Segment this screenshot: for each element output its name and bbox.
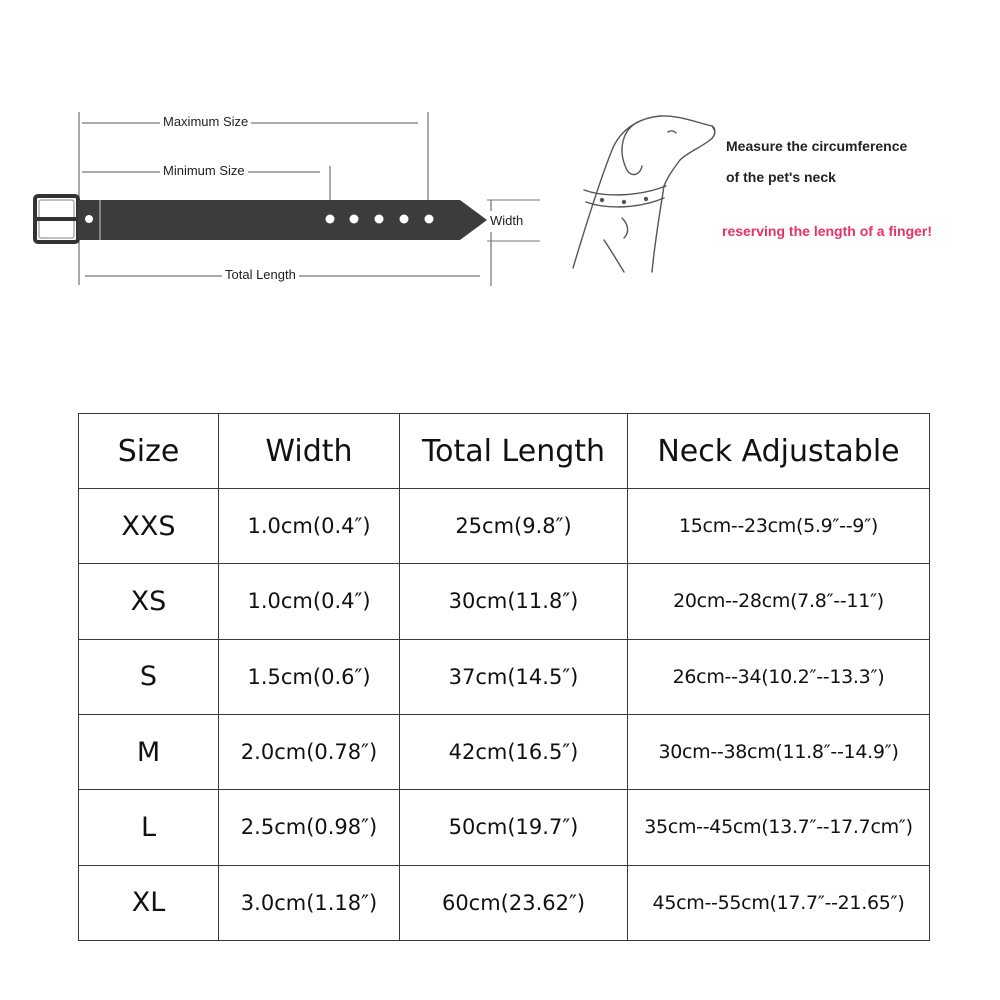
width-cell: 3.0cm(1.18″)	[219, 865, 400, 940]
table-row	[79, 714, 930, 789]
table-row	[79, 639, 930, 714]
table-header-row	[79, 414, 930, 489]
dog-leg	[604, 240, 624, 272]
dog-ear	[622, 122, 642, 175]
neck-cell: 45cm--55cm(17.7″--21.65″)	[628, 865, 930, 940]
total-length-cell: 25cm(9.8″)	[400, 489, 628, 564]
collar-diagram	[0, 0, 1000, 330]
size-cell: L	[79, 790, 219, 865]
size-table	[78, 413, 930, 941]
collar-band-top	[584, 186, 666, 195]
adjustment-hole	[425, 215, 434, 224]
table-row	[79, 865, 930, 940]
dog-eye	[668, 131, 676, 133]
total-length-cell: 30cm(11.8″)	[400, 564, 628, 639]
total-length-label: Total Length	[222, 267, 299, 282]
width-cell: 1.0cm(0.4″)	[219, 489, 400, 564]
size-cell: XXS	[79, 489, 219, 564]
total-length-cell: 37cm(14.5″)	[400, 639, 628, 714]
dog-illustration	[573, 116, 715, 272]
header-total-length: Total Length	[400, 414, 628, 489]
collar-stud	[622, 200, 626, 204]
width-label: Width	[490, 213, 524, 228]
width-cell: 2.5cm(0.98″)	[219, 790, 400, 865]
neck-cell: 26cm--34(10.2″--13.3″)	[628, 639, 930, 714]
size-cell: M	[79, 714, 219, 789]
total-length-cell: 42cm(16.5″)	[400, 714, 628, 789]
instruction-line-2: of the pet's neck	[726, 169, 836, 185]
adjustment-hole	[326, 215, 335, 224]
size-cell: XS	[79, 564, 219, 639]
table-row	[79, 564, 930, 639]
collar-stud	[644, 197, 648, 201]
header-size: Size	[79, 414, 219, 489]
neck-cell: 30cm--38cm(11.8″--14.9″)	[628, 714, 930, 789]
collar-svg	[0, 0, 1000, 330]
size-cell: XL	[79, 865, 219, 940]
neck-cell: 15cm--23cm(5.9″--9″)	[628, 489, 930, 564]
width-cell: 1.0cm(0.4″)	[219, 564, 400, 639]
table-row	[79, 489, 930, 564]
collar-stud	[600, 198, 604, 202]
neck-cell: 20cm--28cm(7.8″--11″)	[628, 564, 930, 639]
total-length-cell: 50cm(19.7″)	[400, 790, 628, 865]
adjustment-hole	[350, 215, 359, 224]
instruction-line-1: Measure the circumference	[726, 138, 908, 154]
header-neck-adjustable: Neck Adjustable	[628, 414, 930, 489]
header-width: Width	[219, 414, 400, 489]
total-length-cell: 60cm(23.62″)	[400, 865, 628, 940]
width-cell: 2.0cm(0.78″)	[219, 714, 400, 789]
maximum-size-label: Maximum Size	[160, 114, 251, 129]
neck-cell: 35cm--45cm(13.7″--17.7cm″)	[628, 790, 930, 865]
adjustment-hole	[400, 215, 409, 224]
human-finger	[622, 218, 628, 238]
finger-note: reserving the length of a finger!	[722, 223, 933, 239]
size-cell: S	[79, 639, 219, 714]
minimum-size-label: Minimum Size	[160, 163, 248, 178]
width-cell: 1.5cm(0.6″)	[219, 639, 400, 714]
adjustment-hole	[375, 215, 384, 224]
strap-rivet	[85, 215, 93, 223]
table-row	[79, 790, 930, 865]
